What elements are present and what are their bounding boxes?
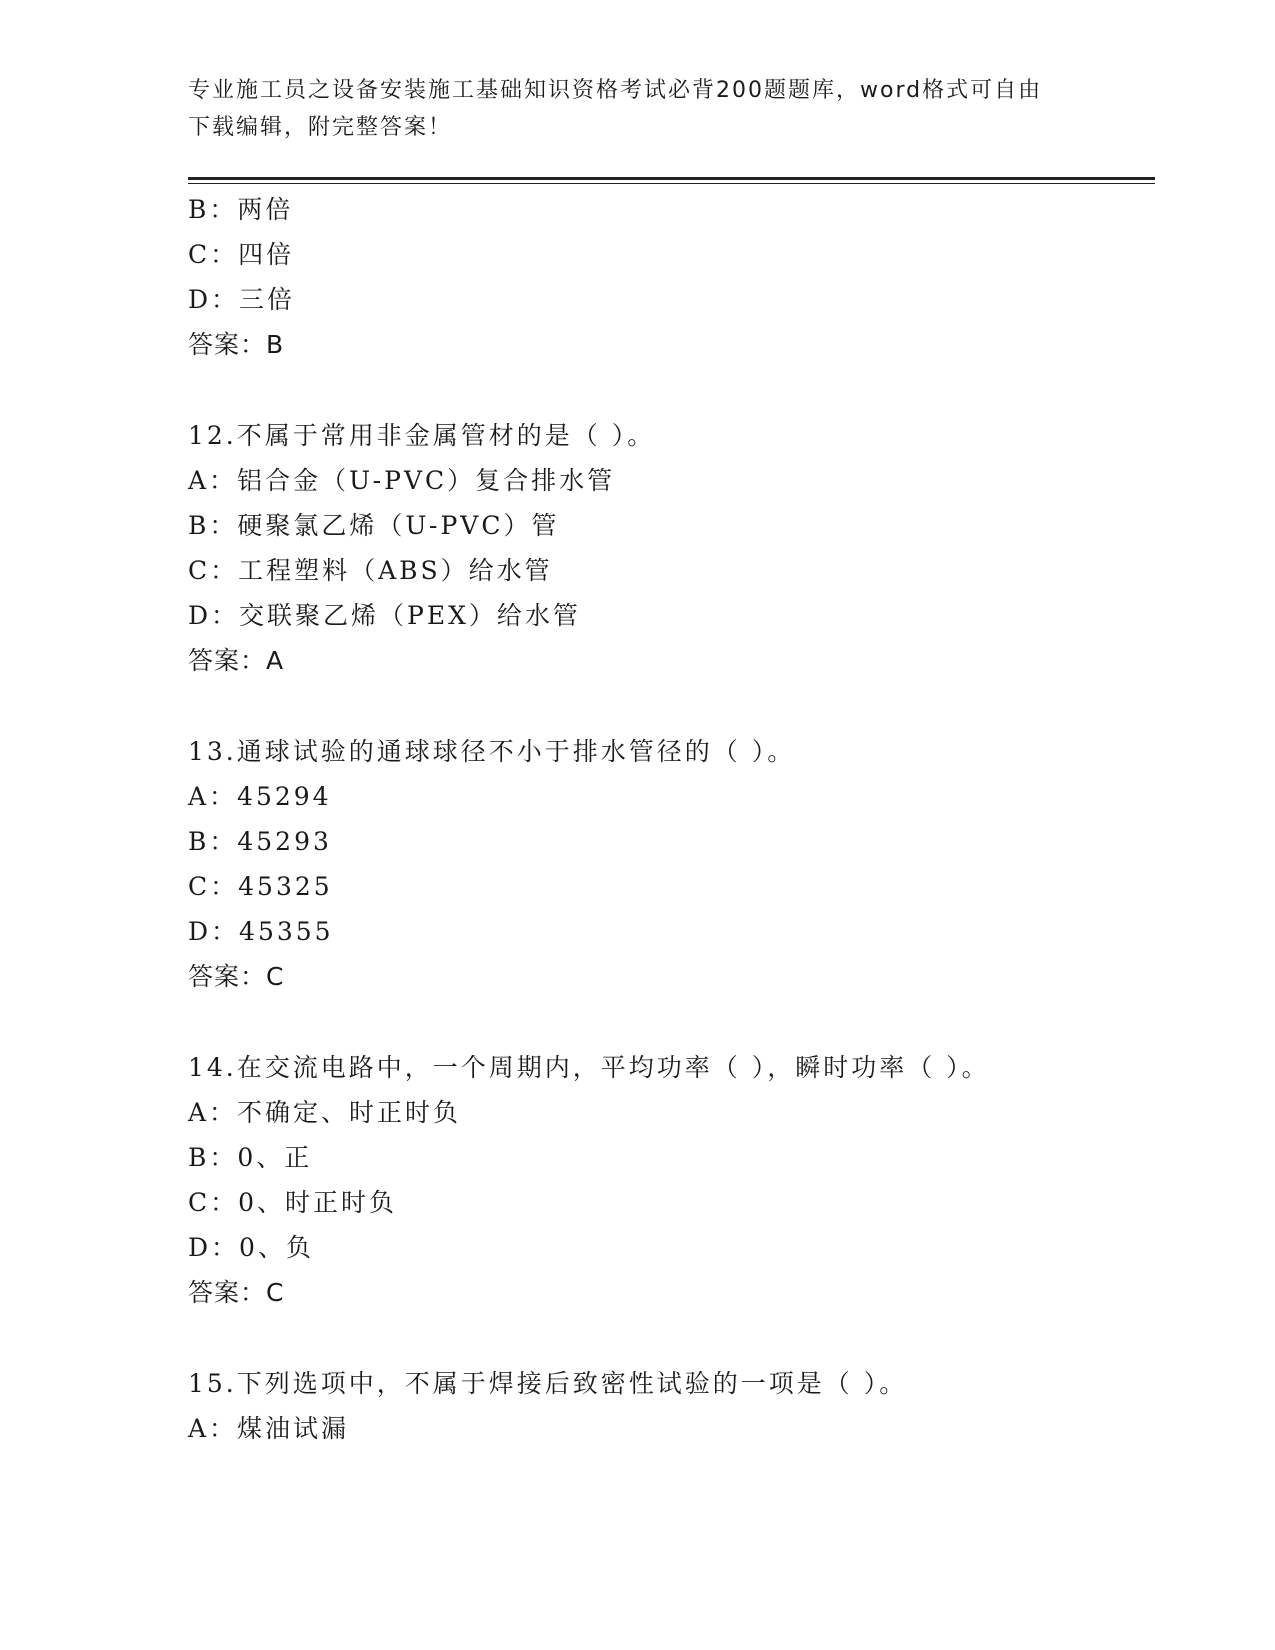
option-c: C：四倍 [188,240,295,269]
header-rule-thick [188,177,1155,180]
option-a: A：铝合金（U-PVC）复合排水管 [188,466,616,495]
question-12: 12.不属于常用非金属管材的是（ ）。 [188,421,656,450]
option-b: B：两倍 [188,195,294,224]
option-d: D：45355 [188,917,334,946]
answer-line: 答案：A [188,646,285,675]
option-a: A：45294 [188,782,332,811]
header-line-1: 专业施工员之设备安装施工基础知识资格考试必背200题题库，word格式可自由 [188,78,1043,103]
question-13: 13.通球试验的通球球径不小于排水管径的（ ）。 [188,737,796,766]
option-d: D：0、负 [188,1233,314,1262]
answer-line: 答案：B [188,330,285,359]
option-b: B：45293 [188,827,332,856]
answer-line: 答案：C [188,1278,285,1307]
header-line-2: 下载编辑，附完整答案！ [188,115,453,140]
option-c: C：0、时正时负 [188,1188,398,1217]
option-c: C：工程塑料（ABS）给水管 [188,556,553,585]
question-15: 15.下列选项中，不属于焊接后致密性试验的一项是（ ）。 [188,1369,908,1398]
option-b: B：0、正 [188,1143,313,1172]
option-d: D：三倍 [188,285,296,314]
option-a: A：煤油试漏 [188,1414,350,1443]
option-a: A：不确定、时正时负 [188,1098,462,1127]
answer-line: 答案：C [188,962,285,991]
question-14: 14.在交流电路中，一个周期内，平均功率（ ），瞬时功率（ ）。 [188,1053,990,1082]
option-b: B：硬聚氯乙烯（U-PVC）管 [188,511,560,540]
option-d: D：交联聚乙烯（PEX）给水管 [188,601,581,630]
document-header [188,72,1068,146]
option-c: C：45325 [188,872,333,901]
header-rule-thin [188,183,1155,184]
